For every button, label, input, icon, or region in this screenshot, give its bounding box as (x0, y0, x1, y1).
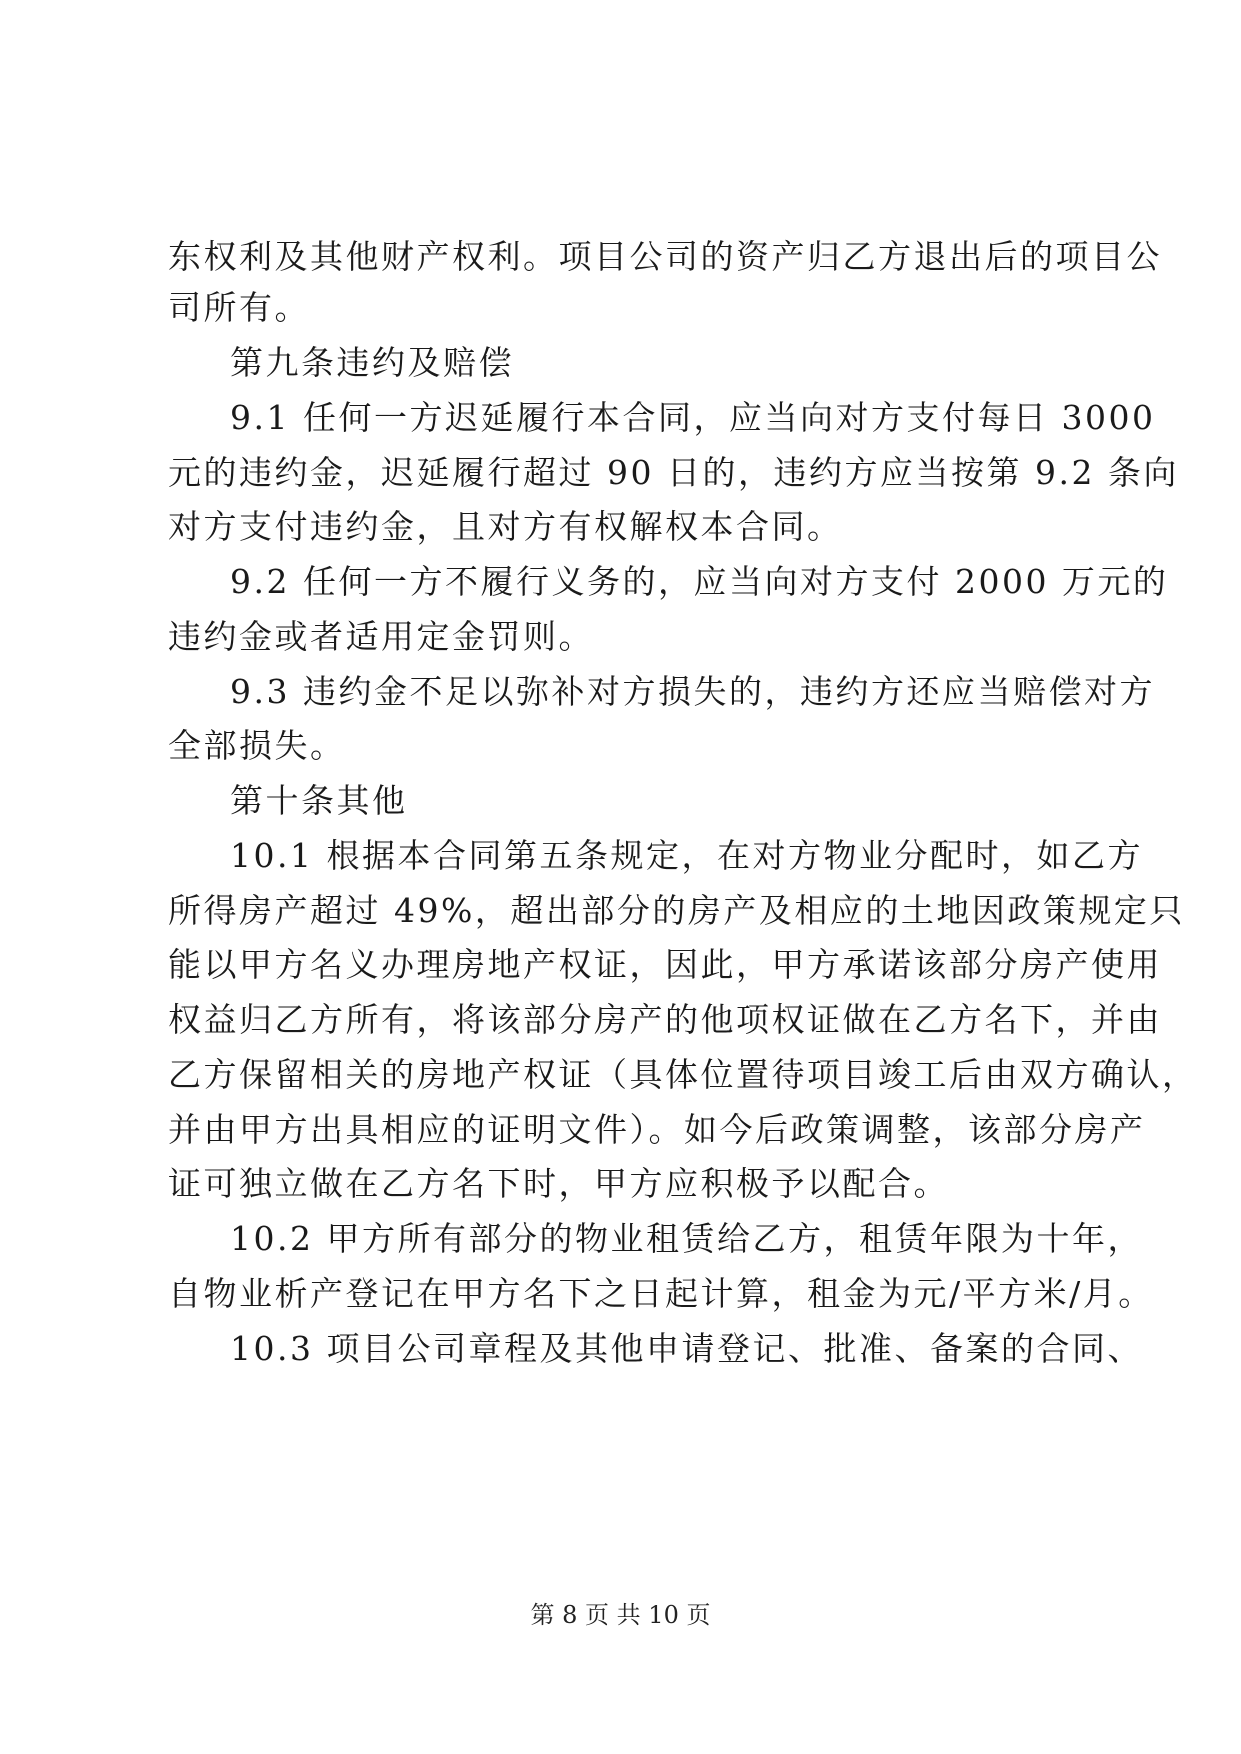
text-line: 并由甲方出具相应的证明文件）。如今后政策调整，该部分房产 (168, 1110, 1146, 1149)
text-line: 违约金或者适用定金罚则。 (168, 617, 594, 656)
text-line: 10.2 甲方所有部分的物业租赁给乙方，租赁年限为十年， (230, 1219, 1143, 1258)
text-line: 元的违约金，迟延履行超过 90 日的，违约方应当按第 9.2 条向 (168, 453, 1179, 492)
text-line: 10.3 项目公司章程及其他申请登记、批准、备案的合同、 (230, 1329, 1143, 1368)
text-line: 自物业析产登记在甲方名下之日起计算，租金为元/平方米/月。 (168, 1274, 1154, 1313)
text-line: 全部损失。 (168, 726, 346, 765)
text-line: 9.2 任何一方不履行义务的，应当向对方支付 2000 万元的 (230, 562, 1169, 601)
text-line: 9.1 任何一方迟延履行本合同，应当向对方支付每日 3000 (230, 398, 1156, 437)
section-heading: 第九条违约及赔偿 (230, 343, 514, 382)
text-line: 权益归乙方所有，将该部分房产的他项权证做在乙方名下，并由 (168, 1000, 1162, 1039)
text-line: 9.3 违约金不足以弥补对方损失的，违约方还应当赔偿对方 (230, 672, 1155, 711)
page-number: 第 8 页 共 10 页 (530, 1601, 711, 1629)
text-line: 对方支付违约金，且对方有权解权本合同。 (168, 507, 843, 546)
text-line: 司所有。 (168, 288, 310, 327)
text-line: 10.1 根据本合同第五条规定，在对方物业分配时，如乙方 (230, 836, 1143, 875)
text-line: 证可独立做在乙方名下时，甲方应积极予以配合。 (168, 1164, 949, 1203)
text-line: 东权利及其他财产权利。项目公司的资产归乙方退出后的项目公 (168, 237, 1162, 276)
text-line: 乙方保留相关的房地产权证（具体位置待项目竣工后由双方确认， (168, 1055, 1198, 1094)
text-line: 能以甲方名义办理房地产权证，因此，甲方承诺该部分房产使用 (168, 945, 1162, 984)
section-heading: 第十条其他 (230, 781, 408, 820)
text-line: 所得房产超过 49%，超出部分的房产及相应的土地因政策规定只 (168, 891, 1185, 930)
